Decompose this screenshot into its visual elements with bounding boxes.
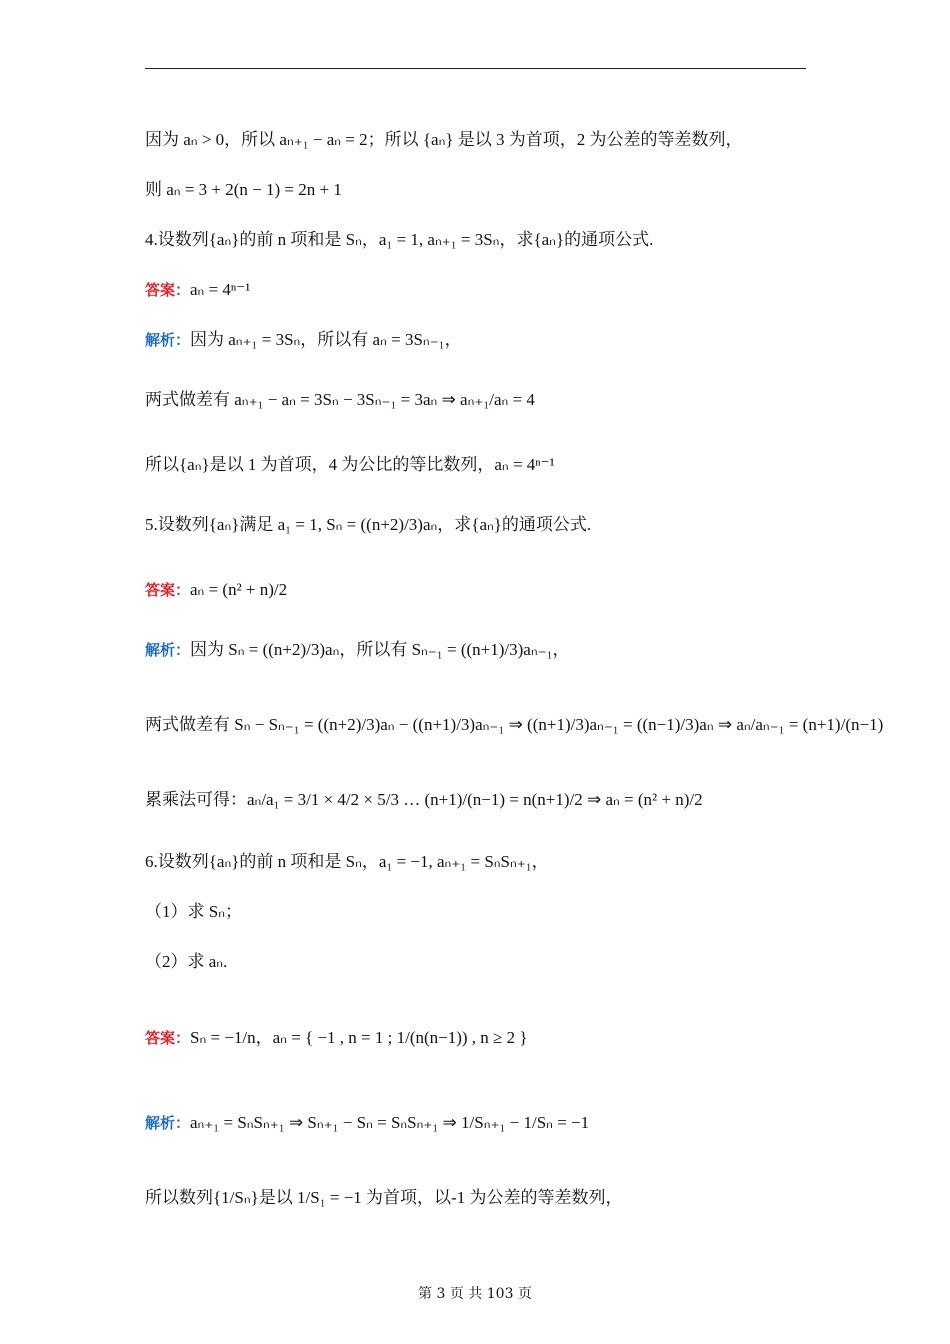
problem-6: 6.设数列{aₙ}的前 n 项和是 Sₙ，a₁ = −1, aₙ₊₁ = SₙSₙ₊₁， xyxy=(145,852,549,871)
problem-6-part-1: （1）求 Sₙ； xyxy=(145,902,242,921)
problem-4: 4.设数列{aₙ}的前 n 项和是 Sₙ，a₁ = 1, aₙ₊₁ = 3Sₙ，求{aₙ}的通项公式. xyxy=(145,230,654,249)
analysis-6: 解析：aₙ₊₁ = SₙSₙ₊₁ ⇒ Sₙ₊₁ − Sₙ = SₙSₙ₊₁ ⇒ 1/Sₙ₊₁ − 1/Sₙ = −1 xyxy=(145,1113,590,1132)
analysis-label: 解析： xyxy=(145,1114,191,1132)
line-6: 两式做差有 aₙ₊₁ − aₙ = 3Sₙ − 3Sₙ₋₁ = 3aₙ ⇒ aₙ₊₁/aₙ = 4 xyxy=(145,390,535,409)
line-11: 两式做差有 Sₙ − Sₙ₋₁ = ((n+2)/3)aₙ − ((n+1)/3)aₙ₋₁ ⇒ ((n+1)/3)aₙ₋₁ = ((n−1)/3)aₙ ⇒ aₙ/aₙ₋₁ = (n+1)/(n−1) xyxy=(145,715,884,734)
answer-label: 答案： xyxy=(145,1029,191,1047)
line-1: 因为 aₙ > 0，所以 aₙ₊₁ − aₙ = 2；所以 {aₙ} 是以 3 为首项，2 为公差的等差数列， xyxy=(145,130,743,149)
answer-5: 答案：aₙ = (n² + n)/2 xyxy=(145,580,288,599)
line-12: 累乘法可得：aₙ/a₁ = 3/1 × 4/2 × 5/3 … (n+1)/(n−1) = n(n+1)/2 ⇒ aₙ = (n² + n)/2 xyxy=(145,790,703,809)
analysis-5: 解析：因为 Sₙ = ((n+2)/3)aₙ，所以有 Sₙ₋₁ = ((n+1)/3)aₙ₋₁， xyxy=(145,640,570,659)
answer-4: 答案：aₙ = 4ⁿ⁻¹ xyxy=(145,280,251,299)
answer-label: 答案： xyxy=(145,581,191,599)
answer-label: 答案： xyxy=(145,281,191,299)
page-footer: 第 3 页 共 103 页 xyxy=(418,1286,532,1302)
analysis-label: 解析： xyxy=(145,331,191,349)
line-2: 则 aₙ = 3 + 2(n − 1) = 2n + 1 xyxy=(145,180,342,199)
analysis-label: 解析： xyxy=(145,641,191,659)
problem-6-part-2: （2）求 aₙ. xyxy=(145,952,228,971)
problem-5: 5.设数列{aₙ}满足 a₁ = 1, Sₙ = ((n+2)/3)aₙ，求{aₙ}的通项公式. xyxy=(145,515,592,534)
header-rule xyxy=(145,68,806,69)
answer-6: 答案：Sₙ = −1/n，aₙ = { −1 , n = 1 ; 1/(n(n−1)) , n ≥ 2 } xyxy=(145,1028,528,1047)
line-18: 所以数列{1/Sₙ}是以 1/S₁ = −1 为首项，以-1 为公差的等差数列， xyxy=(145,1188,623,1207)
line-7: 所以{aₙ}是以 1 为首项，4 为公比的等比数列，aₙ = 4ⁿ⁻¹ xyxy=(145,455,555,474)
analysis-4: 解析：因为 aₙ₊₁ = 3Sₙ，所以有 aₙ = 3Sₙ₋₁， xyxy=(145,330,462,349)
